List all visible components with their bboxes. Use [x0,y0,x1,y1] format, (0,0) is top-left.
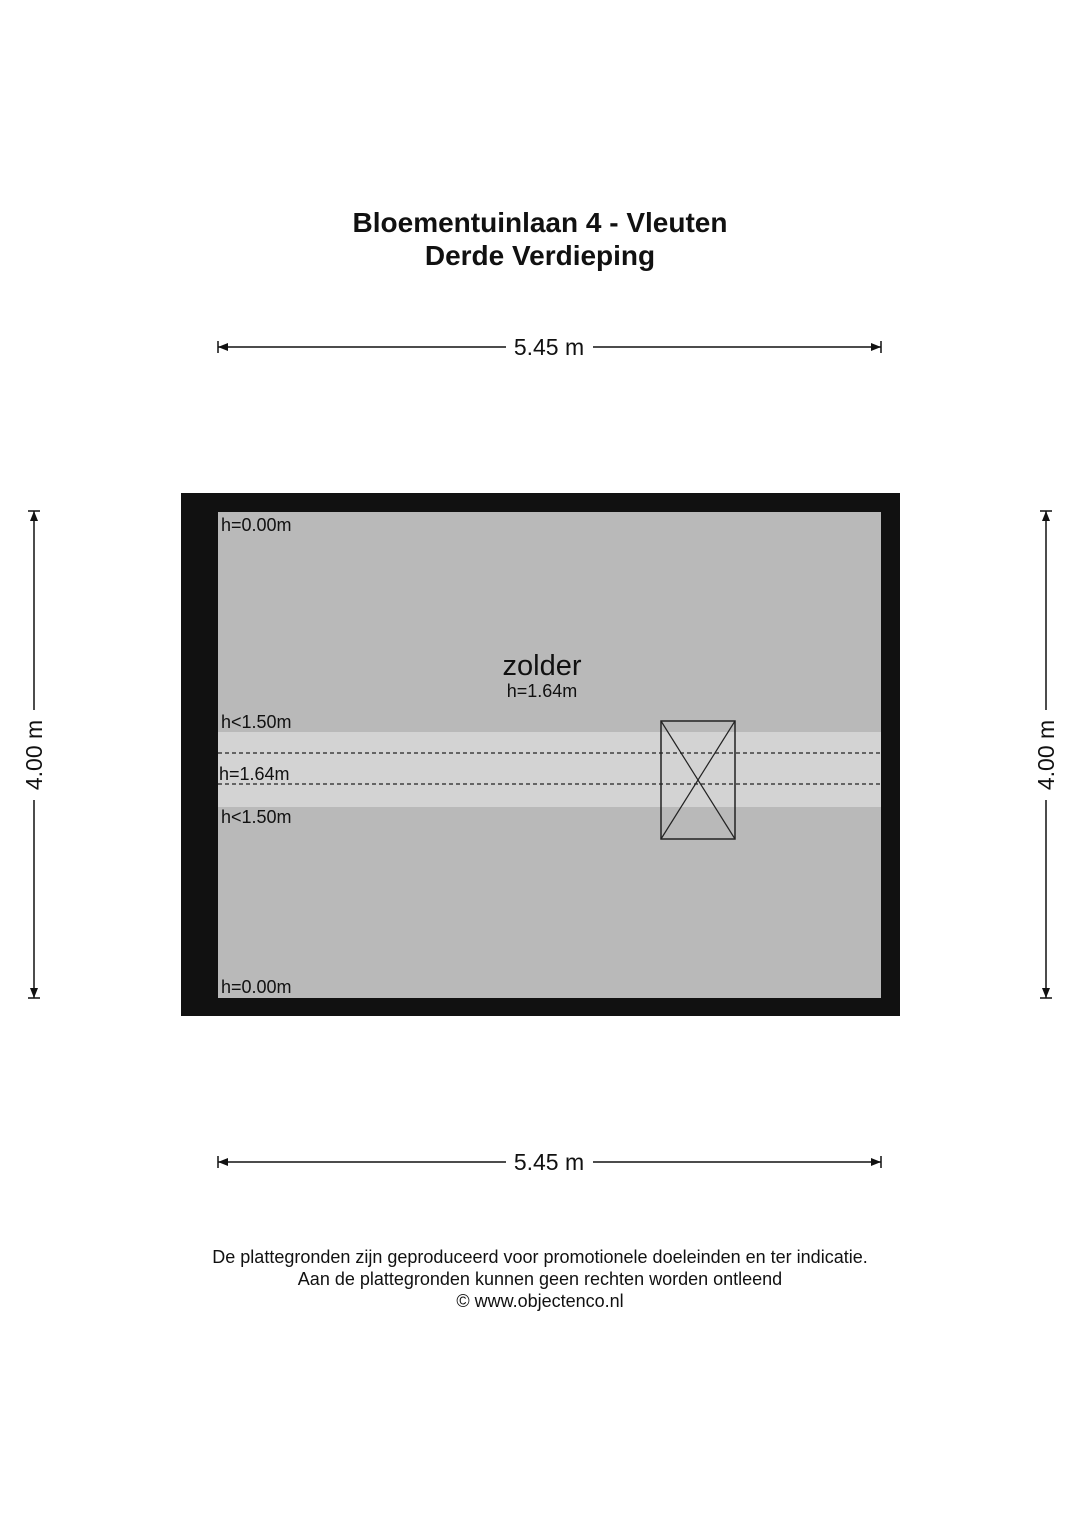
dimension-right [1033,511,1059,998]
disclaimer [0,1246,1080,1312]
floor-name: Derde Verdieping [424,240,656,271]
dimension-bottom [218,1149,881,1175]
height-label-ridge: h=1.64m [219,764,290,784]
disclaimer-line-2: Aan de plattegronden kunnen geen rechten worden ontleend [297,1269,783,1289]
disclaimer-line-1: De plattegronden zijn geproduceerd voor promotionele doeleinden en ter indicatie. [212,1247,868,1267]
dimension-top-label: 5.45 m [513,334,585,360]
height-label-top-edge: h=0.00m [221,515,292,535]
room-height: h=1.64m [506,681,578,701]
dimension-right-label: 4.00 m [1033,719,1059,791]
dimension-left [21,511,47,998]
height-label-upper-slope: h<1.50m [221,712,292,732]
room-name: zolder [502,650,582,682]
ridge-band [218,732,881,807]
copyright-line: © www.objectenco.nl [456,1291,624,1311]
dimension-left-label: 4.00 m [21,719,47,791]
height-label-lower-slope: h<1.50m [221,807,292,827]
dimension-top [218,334,881,360]
page-title: Bloementuinlaan 4 - Vleuten [352,207,728,238]
dimension-bottom-label: 5.45 m [513,1149,585,1175]
height-label-bottom-edge: h=0.00m [221,977,292,997]
